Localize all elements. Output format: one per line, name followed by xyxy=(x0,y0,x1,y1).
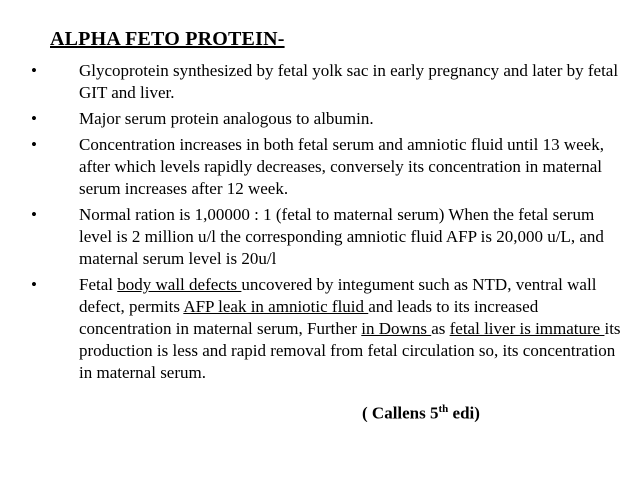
underlined-text: in Downs xyxy=(361,319,432,338)
underlined-text: AFP leak in amniotic fluid xyxy=(183,297,369,316)
text-run: and leads to its increased concentration in maternal serum, Further xyxy=(79,297,539,338)
slide-title: ALPHA FETO PROTEIN- xyxy=(50,28,285,50)
citation-superscript: th xyxy=(438,403,449,415)
underlined-text: body wall defects xyxy=(117,275,242,294)
bullet-item xyxy=(31,134,621,200)
text-run: Fetal xyxy=(79,275,118,294)
bullet-list xyxy=(31,60,621,388)
citation-suffix: edi) xyxy=(448,403,480,423)
bullet-text: Normal ration is 1,00000 : 1 (fetal to maternal serum) When the fetal serum level is 2 million u/l the corresponding amniotic fluid AFP is 20,000 u/L, and maternal serum level is 20u/l xyxy=(79,205,604,268)
bullet-item xyxy=(31,108,621,130)
bullet-marker: • xyxy=(31,205,37,224)
bullet-item xyxy=(31,274,621,384)
bullet-marker: • xyxy=(31,61,37,80)
bullet-text: Glycoprotein synthesized by fetal yolk sac in early pregnancy and later by fetal GIT and liver. xyxy=(79,61,619,102)
text-run: uncovered by integument such as NTD, ventral wall defect, permits xyxy=(79,275,597,316)
bullet-text: Concentration increases in both fetal serum and amniotic fluid until 13 week, after which levels rapidly decreases, conversely its concentration in maternal serum increases after 12 week. xyxy=(79,135,604,198)
bullet-item xyxy=(31,60,621,104)
citation xyxy=(362,403,480,424)
bullet-text: Major serum protein analogous to albumin. xyxy=(79,109,374,128)
bullet-item xyxy=(31,204,621,270)
underlined-text: fetal liver is immature xyxy=(449,319,605,338)
text-run: as xyxy=(431,319,450,338)
text-run: its production is less and rapid removal from fetal circulation so, its concentration in maternal serum. xyxy=(79,319,621,382)
bullet-marker: • xyxy=(31,135,37,154)
bullet-marker: • xyxy=(31,109,37,128)
citation-prefix: ( Callens 5 xyxy=(362,403,439,423)
bullet-marker: • xyxy=(31,275,37,294)
bullet-text xyxy=(79,274,621,384)
